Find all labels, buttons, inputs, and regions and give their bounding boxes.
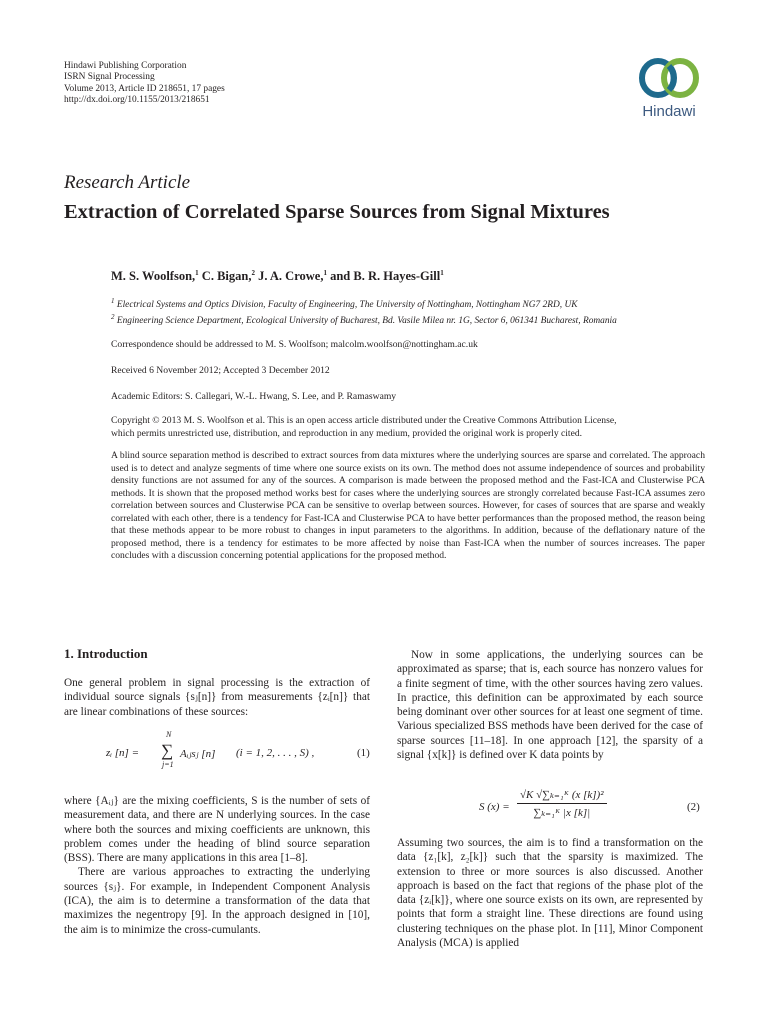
- right-column-lower: [397, 836, 703, 950]
- eq2-number: (2): [687, 801, 700, 813]
- section-heading: 1. Introduction: [64, 646, 148, 661]
- author-name: and B. R. Hayes-Gill: [330, 269, 441, 283]
- publisher-line: Hindawi Publishing Corporation: [64, 61, 187, 71]
- intro-paragraph-1: One general problem in signal processing is the extraction of individual source signals {sⱼ[n]} from measurements {zᵢ[n]} that are linear combinations of these sources:: [64, 677, 370, 718]
- abstract: A blind source separation method is described to extract sources from data mixtures where the underlying sources are sparse and correlated. The approach used is to detect and analyze segments of time where one source exists on its own. The method does not assume independence of sources and probability density functions are not assumed for any of the sources. A comparison is made between the proposed method and the Fast-ICA and Clusterwise PCA methods. It is shown that the proposed method works best for cases where the underlying sources are strongly correlated because Fast-ICA assumes zero correlation between sources and Clusterwise PCA can be sensitive to overlap between sources. However, for cases of sources that are sparse and weakly correlated with each other, there is a tendency for Fast-ICA and Clusterwise PCA to have better performances than the proposed method, the reason being that these methods appear to be more robust to changes in input parameters to the algorithms. In addition, because of the deflationary nature of the proposed method, there is a tendency for estimates to be more affected by noise than Fast-ICA when the number of sources increases. The paper concludes with a discussion concerning potential applications for the proposed method.: [111, 450, 705, 561]
- author-affil-mark: 1: [440, 268, 444, 277]
- intro-paragraph-4: Now in some applications, the underlying sources can be approximated as sparse; that is, each source has nonzero values for a finite segment of time, with the other sources having zero values. In practice, this definition can be approximated by each source being dominant over other sources for at least one segment of time. Various specialized BSS methods have been derived for the case of sparse sources [11–18]. In one approach [12], the sparsity of a signal {x[k]} is defined over K data points by: [397, 649, 703, 762]
- affiliations: [111, 297, 617, 329]
- author-name: C. Bigan,: [201, 269, 252, 283]
- affil-mark: 2: [111, 312, 115, 321]
- eq2-denominator: ∑ₖ₌₁ᴷ |x [k]|: [533, 807, 591, 819]
- logo-wordmark: Hindawi: [642, 103, 696, 120]
- author-affil-mark: 1: [323, 268, 327, 277]
- eq1-condition: (i = 1, 2, . . . , S) ,: [236, 747, 315, 759]
- author-affil-mark: 1: [195, 268, 199, 277]
- right-column: [397, 648, 703, 762]
- correspondence: Correspondence should be addressed to M. S. Woolfson; malcolm.woolfson@nottingham.ac.uk: [111, 339, 478, 350]
- eq1-number: (1): [357, 747, 370, 759]
- intro-paragraph-3: There are various approaches to extracting the underlying sources {sⱼ}. For example, in Independent Component Analysis (ICA), the aim is to determine a transformation of the data that maximizes the negentropy [9]. In the approach designed in [10], the aim is to minimize the cross-cumulants.: [64, 866, 370, 936]
- intro-paragraph-2: where {Aᵢⱼ} are the mixing coefficients, S is the number of sets of measurement data, and there are N underlying sources. In the case where both the sources and mixing coefficients are unknown, this problem comes under the heading of blind source separation (BSS). There are many applications in this area [1–8].: [64, 795, 370, 865]
- equation-2: [397, 788, 703, 832]
- eq2-fraction: [517, 788, 607, 819]
- author-list: [111, 269, 444, 284]
- eq2-numerator: √K √∑ₖ₌₁ᴷ (x [k])²: [517, 788, 607, 804]
- journal-header: [64, 61, 364, 106]
- eq1-lhs: zᵢ [n] =: [106, 747, 140, 759]
- journal-line: ISRN Signal Processing: [64, 72, 155, 83]
- eq1-sum-sign: ∑: [161, 741, 174, 760]
- eq1-sum-lower: j=1: [162, 760, 174, 769]
- intro-paragraph-5: Assuming two sources, the aim is to find a transformation on the data {z₁[k], z₂[k]} such that the sparsity is maximized. The extension to three or more sources is also discussed. Another approach is based on the fact that regions of the phase plot of the data {zᵢ[k]}, where one source exists on its own, are represented by points that form a straight line. These directions are found using clustering techniques on the phase plot. In [11], Minor Component Analysis (MCA) is applied: [397, 837, 703, 950]
- affiliation-2: [111, 313, 617, 329]
- received-dates: Received 6 November 2012; Accepted 3 December 2012: [111, 365, 330, 376]
- author-affil-mark: 2: [251, 268, 255, 277]
- article-title: Extraction of Correlated Sparse Sources from Signal Mixtures: [64, 201, 610, 223]
- academic-editors: Academic Editors: S. Callegari, W.-L. Hwang, S. Lee, and P. Ramaswamy: [111, 391, 397, 402]
- eq1-sum-upper: N: [166, 730, 172, 739]
- author-name: J. A. Crowe,: [258, 269, 324, 283]
- copyright-notice: [111, 415, 705, 440]
- affil-text: Electrical Systems and Optics Division, Faculty of Engineering, The University of Nottingham, Nottingham NG7 2RD, UK: [116, 300, 578, 310]
- doi-link[interactable]: http://dx.doi.org/10.1155/2013/218651: [64, 94, 210, 105]
- eq1-rhs: Aᵢⱼsⱼ [n]: [180, 748, 216, 760]
- affil-text: Engineering Science Department, Ecological University of Bucharest, Bd. Vasile Milea nr. 1G, Sector 6, 061341 Bucharest, Romania: [116, 316, 617, 326]
- left-column-lower: [64, 794, 370, 937]
- volume-line: Volume 2013, Article ID 218651, 17 pages: [64, 83, 225, 94]
- author-name: M. S. Woolfson,: [111, 269, 196, 283]
- affiliation-1: [111, 297, 617, 313]
- hindawi-logo: [628, 56, 710, 118]
- copyright-line: which permits unrestricted use, distribution, and reproduction in any medium, provided the original work is properly cited.: [111, 427, 583, 439]
- article-type: Research Article: [64, 172, 191, 193]
- affil-mark: 1: [111, 296, 115, 305]
- equation-1: [64, 730, 370, 780]
- copyright-line: Copyright © 2013 M. S. Woolfson et al. This is an open access article distributed under the Creative Commons Attribution License,: [111, 415, 617, 426]
- left-column: [64, 676, 370, 719]
- eq2-lhs: S (x) =: [479, 801, 510, 813]
- hindawi-logo-icon: [628, 56, 710, 104]
